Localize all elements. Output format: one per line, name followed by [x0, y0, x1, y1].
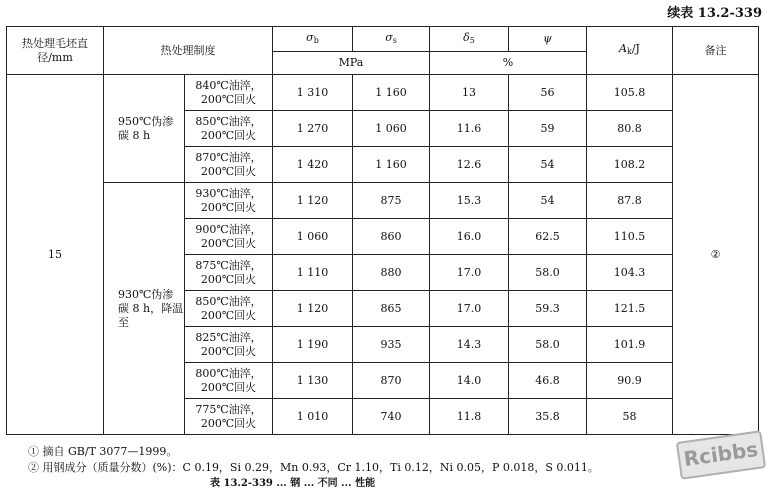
- cell-psi: 35.8: [509, 399, 587, 435]
- cell-sigma-s: 1 060: [353, 111, 430, 147]
- table-row: [7, 183, 759, 219]
- cell-treatment: 875℃油淬，200℃回火: [185, 255, 273, 291]
- cell-sigma-s: 935: [353, 327, 430, 363]
- cell-sigma-b: 1 010: [273, 399, 353, 435]
- cell-psi: 54: [509, 147, 587, 183]
- header-diameter: 热处理毛坯直径/mm: [7, 27, 104, 75]
- cell-sigma-s: 1 160: [353, 147, 430, 183]
- cell-delta-5: 15.3: [430, 183, 509, 219]
- cell-psi: 59: [509, 111, 587, 147]
- cell-delta-5: 14.3: [430, 327, 509, 363]
- header-sigma-s: $\sigma_s$: [353, 27, 430, 52]
- cell-sigma-b: 1 120: [273, 183, 353, 219]
- cell-ak: 104.3: [587, 255, 673, 291]
- watermark-logo: Rcibbs: [676, 430, 766, 480]
- cell-delta-5: 11.8: [430, 399, 509, 435]
- cell-psi: 56: [509, 75, 587, 111]
- heat-treatment-table: [6, 26, 759, 435]
- cell-psi: 58.0: [509, 327, 587, 363]
- cell-sigma-s: 875: [353, 183, 430, 219]
- cell-sigma-b: 1 310: [273, 75, 353, 111]
- cell-sigma-b: 1 110: [273, 255, 353, 291]
- cell-ak: 58: [587, 399, 673, 435]
- header-psi: ψ: [509, 27, 587, 52]
- continued-table-title: 续表 13.2-339: [667, 6, 762, 21]
- cell-delta-5: 17.0: [430, 255, 509, 291]
- table-notes: [28, 444, 599, 476]
- cut-off-caption: 表 13.2-339 ... 钢 ... 不同 ... 性能: [210, 478, 376, 489]
- cell-ak: 87.8: [587, 183, 673, 219]
- header-delta-5: $\delta_5$: [430, 27, 509, 52]
- cell-diameter: 15: [7, 75, 104, 435]
- cell-treatment: 840℃油淬，200℃回火: [185, 75, 273, 111]
- cell-ak: 121.5: [587, 291, 673, 327]
- cell-psi: 58.0: [509, 255, 587, 291]
- cell-treatment: 825℃油淬，200℃回火: [185, 327, 273, 363]
- header-regime: 热处理制度: [104, 27, 273, 75]
- cell-ak: 101.9: [587, 327, 673, 363]
- header-remark: 备注: [673, 27, 759, 75]
- cell-ak: 90.9: [587, 363, 673, 399]
- cell-treatment: 850℃油淬，200℃回火: [185, 291, 273, 327]
- cell-delta-5: 14.0: [430, 363, 509, 399]
- cell-treatment: 800℃油淬，200℃回火: [185, 363, 273, 399]
- cell-delta-5: 16.0: [430, 219, 509, 255]
- cell-psi: 46.8: [509, 363, 587, 399]
- cell-psi: 62.5: [509, 219, 587, 255]
- cell-sigma-b: 1 060: [273, 219, 353, 255]
- cell-sigma-s: 865: [353, 291, 430, 327]
- cell-group-regime: 950℃伪渗碳 8 h: [104, 75, 185, 183]
- note-1: ① 摘自 GB/T 3077—1999。: [28, 445, 178, 458]
- cell-treatment: 870℃油淬，200℃回火: [185, 147, 273, 183]
- cell-treatment: 900℃油淬，200℃回火: [185, 219, 273, 255]
- cell-sigma-b: 1 270: [273, 111, 353, 147]
- cell-treatment: 850℃油淬，200℃回火: [185, 111, 273, 147]
- cell-delta-5: 17.0: [430, 291, 509, 327]
- cell-psi: 59.3: [509, 291, 587, 327]
- cell-treatment: 775℃油淬，200℃回火: [185, 399, 273, 435]
- cell-sigma-s: 740: [353, 399, 430, 435]
- cell-sigma-b: 1 120: [273, 291, 353, 327]
- cell-ak: 80.8: [587, 111, 673, 147]
- cell-delta-5: 12.6: [430, 147, 509, 183]
- cell-sigma-b: 1 420: [273, 147, 353, 183]
- cell-ak: 110.5: [587, 219, 673, 255]
- header-unit-percent: %: [430, 52, 587, 75]
- cell-ak: 108.2: [587, 147, 673, 183]
- cell-sigma-s: 860: [353, 219, 430, 255]
- cell-sigma-s: 870: [353, 363, 430, 399]
- header-sigma-b: $\sigma_b$: [273, 27, 353, 52]
- cell-remark: ②: [673, 75, 759, 435]
- cell-sigma-s: 880: [353, 255, 430, 291]
- table-row: [7, 75, 759, 111]
- cell-group-regime: 930℃伪渗碳 8 h，降温至: [104, 183, 185, 435]
- cell-sigma-b: 1 130: [273, 363, 353, 399]
- cell-ak: 105.8: [587, 75, 673, 111]
- cell-sigma-s: 1 160: [353, 75, 430, 111]
- cell-psi: 54: [509, 183, 587, 219]
- header-unit-mpa: MPa: [273, 52, 430, 75]
- cell-sigma-b: 1 190: [273, 327, 353, 363]
- cell-treatment: 930℃油淬，200℃回火: [185, 183, 273, 219]
- cell-delta-5: 13: [430, 75, 509, 111]
- header-ak: $A_k/J$: [587, 27, 673, 75]
- note-2: ② 用钢成分（质量分数）(%)：C 0.19，Si 0.29，Mn 0.93，Cr 1.10，Ti 0.12，Ni 0.05，P 0.018，S 0.011。: [28, 461, 599, 474]
- cell-delta-5: 11.6: [430, 111, 509, 147]
